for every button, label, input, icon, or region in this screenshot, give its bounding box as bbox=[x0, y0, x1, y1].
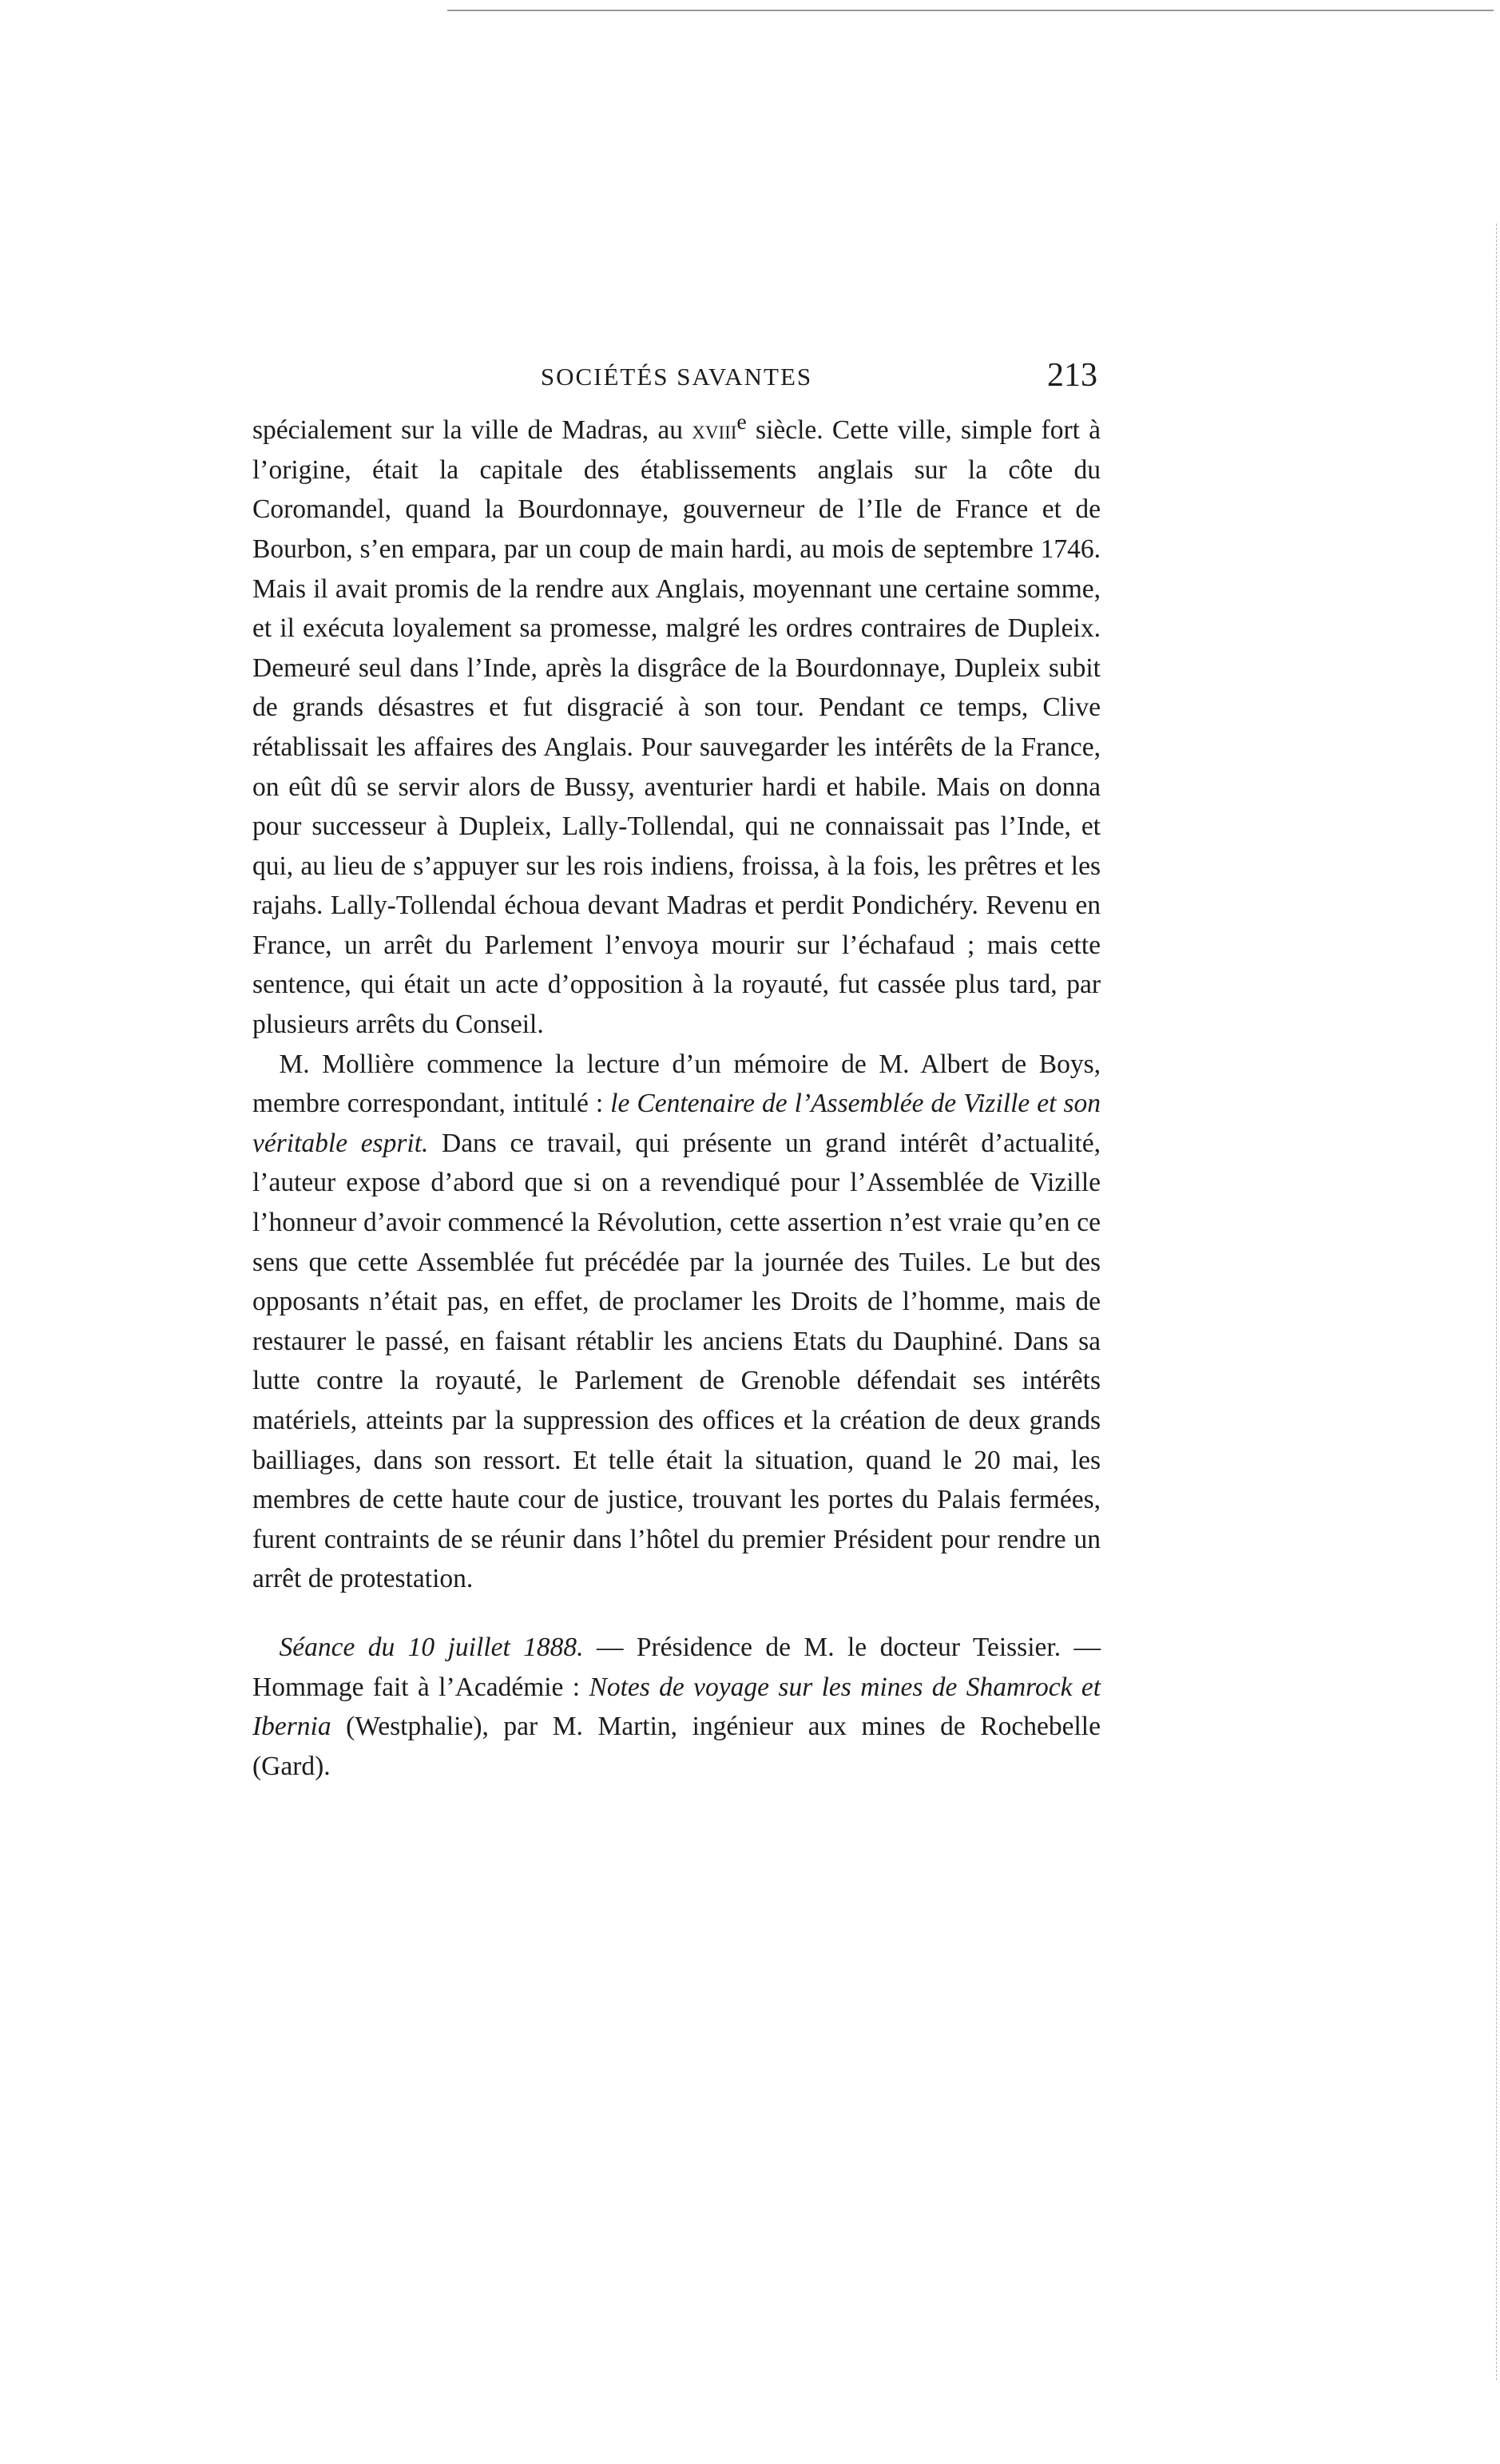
century-superscript: e bbox=[736, 410, 747, 434]
scan-edge-line-top bbox=[447, 10, 1494, 11]
paragraph-madras-rest: siècle. Cette ville, simple fort à l’origine, était la capitale des établissements anglais sur la côte du Coromandel, quand la Bourdonnaye, gouverneur de l’Ile de France et de Bourbon, s’en empara, par un coup de main hardi, au mois de septembre 1746. Mais il avait promis de la rendre aux Anglais, moyennant une certaine somme, et il exécuta loyalement sa promesse, malgré les ordres contraires de Dupleix. Demeuré seul dans l’Inde, après la disgrâce de la Bourdonnaye, Dupleix subit de grands désastres et fut disgracié à son tour. Pendant ce temps, Clive rétablissait les affaires des Anglais. Pour sauvegarder les intérêts de la France, on eût dû se servir alors de Bussy, aventurier hardi et habile. Mais on donna pour successeur à Dupleix, Lally-Tollendal, qui ne connaissait pas l’Inde, et qui, au lieu de s’appuyer sur les rois indiens, froissa, à la fois, les prêtres et les rajahs. Lally-Tollendal échoua devant Madras et perdit Pondichéry. Revenu en France, un arrêt du Parlement l’envoya mourir sur l’échafaud ; mais cette sentence, qui était un acte d’opposition à la royauté, fut cassée plus tard, par plusieurs arrêts du Conseil. bbox=[252, 415, 1101, 1040]
century-numeral: xviii bbox=[692, 415, 737, 446]
paragraph-molliere-start: M. Mollière commence la lecture d’un mémoire de M. Albert de Boys, membre correspondant, intitulé : bbox=[252, 1049, 1101, 1119]
running-head bbox=[252, 351, 1101, 403]
page-number: 213 bbox=[1047, 357, 1097, 394]
homage-title: Notes de voyage sur les mines de Shamrock et Ibernia bbox=[252, 1672, 1101, 1742]
paragraph-seance bbox=[252, 1628, 1101, 1786]
memoir-title: le Centenaire de l’Assemblée de Vizille et son véritable esprit. bbox=[252, 1089, 1101, 1158]
scan-edge-line-right bbox=[1496, 224, 1497, 2380]
paragraph-seance-start: — Présidence de M. le docteur Teissier. — Hommage fait à l’Académie : bbox=[252, 1632, 1101, 1702]
paragraph-molliere-rest: Dans ce travail, qui présente un grand intérêt d’actualité, l’auteur expose d’abord que si on a revendiqué pour l’Assemblée de Vizille l’honneur d’avoir commencé la Révolution, cette assertion n’est vraie qu’en ce sens que cette Assemblée fut précédée par la journée des Tuiles. Le but des opposants n’était pas, en effet, de proclamer les Droits de l’homme, mais de restaurer le passé, en faisant rétablir les anciens Etats du Dauphiné. Dans sa lutte contre la royauté, le Parlement de Grenoble défendait ses intérêts matériels, atteints par la suppression des offices et la création de deux grands bailliages, dans son ressort. Et telle était la situation, quand le 20 mai, les membres de cette haute cour de justice, trouvant les portes du Palais fermées, furent contraints de se réunir dans l’hôtel du premier Président pour rendre un arrêt de protestation. bbox=[252, 1128, 1101, 1594]
paragraph-madras-start: spécialement sur la ville de Madras, au bbox=[252, 415, 692, 446]
paragraph-madras bbox=[252, 403, 1101, 1045]
session-date: Séance du 10 juillet 1888. bbox=[279, 1632, 584, 1662]
book-page bbox=[252, 351, 1101, 1786]
running-title: SOCIÉTÉS SAVANTES bbox=[540, 363, 813, 391]
paragraph-seance-rest: (Westphalie), par M. Martin, ingénieur aux mines de Rochebelle (Gard). bbox=[252, 1712, 1101, 1781]
body-text bbox=[252, 403, 1101, 1786]
paragraph-molliere bbox=[252, 1045, 1101, 1599]
